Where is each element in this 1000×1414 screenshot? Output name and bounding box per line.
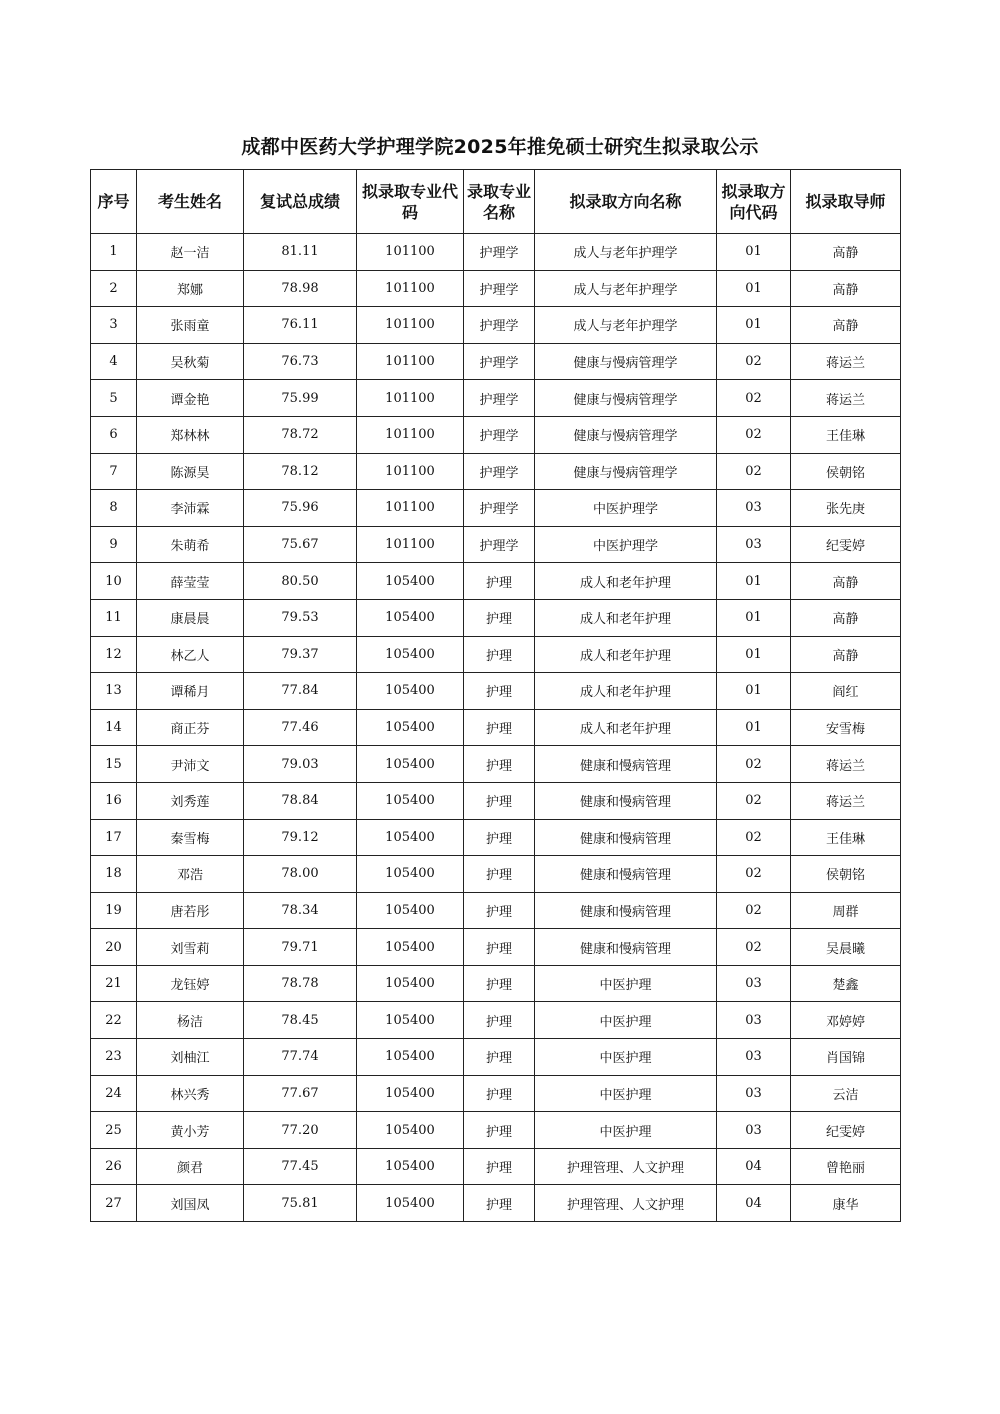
table-row <box>91 746 901 783</box>
seq-cell: 13 <box>91 673 137 710</box>
direction-name-cell: 成人与老年护理学 <box>535 234 717 271</box>
direction-code-cell: 02 <box>717 892 791 929</box>
table-row <box>91 270 901 307</box>
major-name-cell: 护理 <box>464 892 535 929</box>
direction-name-cell: 健康与慢病管理学 <box>535 416 717 453</box>
direction-code-cell: 03 <box>717 965 791 1002</box>
seq-cell: 2 <box>91 270 137 307</box>
major-name-cell: 护理 <box>464 1148 535 1185</box>
name-cell: 刘雪莉 <box>137 929 244 966</box>
score-cell: 79.53 <box>244 599 357 636</box>
direction-name-cell: 健康和慢病管理 <box>535 856 717 893</box>
direction-code-cell: 03 <box>717 1002 791 1039</box>
table-row <box>91 709 901 746</box>
direction-code-cell: 03 <box>717 1112 791 1149</box>
name-cell: 唐若彤 <box>137 892 244 929</box>
direction-code-cell: 04 <box>717 1185 791 1222</box>
major-code-cell: 105400 <box>357 1185 464 1222</box>
direction-code-cell: 02 <box>717 856 791 893</box>
advisor-cell: 侯朝铭 <box>791 856 901 893</box>
major-name-cell: 护理 <box>464 709 535 746</box>
direction-code-cell: 02 <box>717 416 791 453</box>
score-cell: 77.20 <box>244 1112 357 1149</box>
major-code-cell: 101100 <box>357 343 464 380</box>
major-name-cell: 护理 <box>464 1039 535 1076</box>
score-cell: 79.12 <box>244 819 357 856</box>
major-code-cell: 101100 <box>357 234 464 271</box>
major-code-cell: 101100 <box>357 416 464 453</box>
name-cell: 赵一洁 <box>137 234 244 271</box>
table-row <box>91 782 901 819</box>
column-header-seq: 序号 <box>91 170 137 234</box>
advisor-cell: 高静 <box>791 636 901 673</box>
score-cell: 77.45 <box>244 1148 357 1185</box>
name-cell: 张雨童 <box>137 307 244 344</box>
major-name-cell: 护理 <box>464 673 535 710</box>
score-cell: 75.96 <box>244 490 357 527</box>
direction-code-cell: 03 <box>717 526 791 563</box>
seq-cell: 7 <box>91 453 137 490</box>
table-row <box>91 819 901 856</box>
major-code-cell: 105400 <box>357 746 464 783</box>
major-name-cell: 护理 <box>464 819 535 856</box>
seq-cell: 9 <box>91 526 137 563</box>
major-code-cell: 105400 <box>357 599 464 636</box>
direction-code-cell: 03 <box>717 490 791 527</box>
score-cell: 77.46 <box>244 709 357 746</box>
direction-name-cell: 健康与慢病管理学 <box>535 343 717 380</box>
major-name-cell: 护理 <box>464 965 535 1002</box>
direction-name-cell: 中医护理学 <box>535 490 717 527</box>
direction-name-cell: 护理管理、人文护理 <box>535 1185 717 1222</box>
major-code-cell: 105400 <box>357 929 464 966</box>
name-cell: 康晨晨 <box>137 599 244 636</box>
major-code-cell: 105400 <box>357 1112 464 1149</box>
advisor-cell: 高静 <box>791 234 901 271</box>
name-cell: 杨洁 <box>137 1002 244 1039</box>
seq-cell: 10 <box>91 563 137 600</box>
advisor-cell: 纪雯婷 <box>791 526 901 563</box>
direction-code-cell: 01 <box>717 709 791 746</box>
name-cell: 刘柚江 <box>137 1039 244 1076</box>
seq-cell: 17 <box>91 819 137 856</box>
table-header <box>91 170 901 234</box>
direction-code-cell: 02 <box>717 380 791 417</box>
table-row <box>91 892 901 929</box>
table-row <box>91 1075 901 1112</box>
table-row <box>91 490 901 527</box>
advisor-cell: 康华 <box>791 1185 901 1222</box>
major-name-cell: 护理学 <box>464 343 535 380</box>
seq-cell: 3 <box>91 307 137 344</box>
page-title: 成都中医药大学护理学院2025年推免硕士研究生拟录取公示 <box>241 136 759 158</box>
major-code-cell: 105400 <box>357 892 464 929</box>
direction-name-cell: 成人和老年护理 <box>535 563 717 600</box>
advisor-cell: 蒋运兰 <box>791 782 901 819</box>
direction-code-cell: 01 <box>717 673 791 710</box>
direction-code-cell: 03 <box>717 1039 791 1076</box>
name-cell: 黄小芳 <box>137 1112 244 1149</box>
column-header-major-code: 拟录取专业代码 <box>357 170 464 234</box>
direction-name-cell: 健康和慢病管理 <box>535 929 717 966</box>
major-name-cell: 护理 <box>464 782 535 819</box>
name-cell: 郑林林 <box>137 416 244 453</box>
table-row <box>91 1039 901 1076</box>
name-cell: 商正芬 <box>137 709 244 746</box>
direction-name-cell: 中医护理学 <box>535 526 717 563</box>
major-code-cell: 105400 <box>357 1075 464 1112</box>
direction-code-cell: 02 <box>717 929 791 966</box>
direction-code-cell: 02 <box>717 819 791 856</box>
score-cell: 78.00 <box>244 856 357 893</box>
score-cell: 79.71 <box>244 929 357 966</box>
direction-code-cell: 01 <box>717 599 791 636</box>
seq-cell: 23 <box>91 1039 137 1076</box>
name-cell: 郑娜 <box>137 270 244 307</box>
major-name-cell: 护理学 <box>464 416 535 453</box>
direction-code-cell: 04 <box>717 1148 791 1185</box>
major-code-cell: 105400 <box>357 709 464 746</box>
score-cell: 77.67 <box>244 1075 357 1112</box>
major-code-cell: 105400 <box>357 782 464 819</box>
direction-name-cell: 中医护理 <box>535 965 717 1002</box>
name-cell: 邓浩 <box>137 856 244 893</box>
table-row <box>91 234 901 271</box>
score-cell: 78.12 <box>244 453 357 490</box>
score-cell: 78.84 <box>244 782 357 819</box>
column-header-name: 考生姓名 <box>137 170 244 234</box>
table-row <box>91 599 901 636</box>
advisor-cell: 高静 <box>791 270 901 307</box>
score-cell: 79.37 <box>244 636 357 673</box>
seq-cell: 4 <box>91 343 137 380</box>
major-code-cell: 105400 <box>357 856 464 893</box>
direction-name-cell: 健康和慢病管理 <box>535 746 717 783</box>
table-row <box>91 526 901 563</box>
direction-name-cell: 成人和老年护理 <box>535 599 717 636</box>
table-row <box>91 343 901 380</box>
score-cell: 76.11 <box>244 307 357 344</box>
advisor-cell: 阎红 <box>791 673 901 710</box>
direction-code-cell: 01 <box>717 234 791 271</box>
direction-name-cell: 中医护理 <box>535 1112 717 1149</box>
direction-name-cell: 成人和老年护理 <box>535 636 717 673</box>
column-header-direction-name: 拟录取方向名称 <box>535 170 717 234</box>
name-cell: 李沛霖 <box>137 490 244 527</box>
seq-cell: 18 <box>91 856 137 893</box>
table-row <box>91 380 901 417</box>
name-cell: 薛莹莹 <box>137 563 244 600</box>
advisor-cell: 王佳琳 <box>791 416 901 453</box>
major-code-cell: 105400 <box>357 1148 464 1185</box>
table-row <box>91 416 901 453</box>
seq-cell: 6 <box>91 416 137 453</box>
major-name-cell: 护理学 <box>464 307 535 344</box>
name-cell: 谭金艳 <box>137 380 244 417</box>
name-cell: 陈源昊 <box>137 453 244 490</box>
direction-name-cell: 中医护理 <box>535 1039 717 1076</box>
table-row <box>91 1002 901 1039</box>
major-code-cell: 105400 <box>357 1002 464 1039</box>
name-cell: 刘国凤 <box>137 1185 244 1222</box>
advisor-cell: 侯朝铭 <box>791 453 901 490</box>
major-name-cell: 护理 <box>464 929 535 966</box>
advisor-cell: 高静 <box>791 599 901 636</box>
score-cell: 78.45 <box>244 1002 357 1039</box>
direction-code-cell: 01 <box>717 307 791 344</box>
advisor-cell: 高静 <box>791 307 901 344</box>
major-name-cell: 护理学 <box>464 380 535 417</box>
table-row <box>91 1185 901 1222</box>
advisor-cell: 蒋运兰 <box>791 746 901 783</box>
seq-cell: 16 <box>91 782 137 819</box>
table-row <box>91 307 901 344</box>
seq-cell: 25 <box>91 1112 137 1149</box>
major-code-cell: 105400 <box>357 673 464 710</box>
table-row <box>91 636 901 673</box>
name-cell: 朱萌希 <box>137 526 244 563</box>
seq-cell: 8 <box>91 490 137 527</box>
seq-cell: 27 <box>91 1185 137 1222</box>
admission-table <box>90 169 901 1222</box>
major-code-cell: 105400 <box>357 636 464 673</box>
seq-cell: 22 <box>91 1002 137 1039</box>
advisor-cell: 安雪梅 <box>791 709 901 746</box>
seq-cell: 15 <box>91 746 137 783</box>
table-row <box>91 1112 901 1149</box>
major-name-cell: 护理学 <box>464 453 535 490</box>
name-cell: 林乙人 <box>137 636 244 673</box>
table-row <box>91 929 901 966</box>
advisor-cell: 张先庚 <box>791 490 901 527</box>
advisor-cell: 吴晨曦 <box>791 929 901 966</box>
name-cell: 秦雪梅 <box>137 819 244 856</box>
seq-cell: 5 <box>91 380 137 417</box>
name-cell: 尹沛文 <box>137 746 244 783</box>
seq-cell: 1 <box>91 234 137 271</box>
direction-code-cell: 01 <box>717 563 791 600</box>
major-name-cell: 护理 <box>464 636 535 673</box>
major-name-cell: 护理学 <box>464 270 535 307</box>
score-cell: 75.99 <box>244 380 357 417</box>
score-cell: 76.73 <box>244 343 357 380</box>
score-cell: 78.72 <box>244 416 357 453</box>
name-cell: 龙钰婷 <box>137 965 244 1002</box>
major-name-cell: 护理学 <box>464 526 535 563</box>
direction-name-cell: 护理管理、人文护理 <box>535 1148 717 1185</box>
direction-name-cell: 健康和慢病管理 <box>535 892 717 929</box>
advisor-cell: 肖国锦 <box>791 1039 901 1076</box>
major-code-cell: 101100 <box>357 526 464 563</box>
major-name-cell: 护理 <box>464 1075 535 1112</box>
name-cell: 林兴秀 <box>137 1075 244 1112</box>
advisor-cell: 周群 <box>791 892 901 929</box>
advisor-cell: 楚鑫 <box>791 965 901 1002</box>
score-cell: 81.11 <box>244 234 357 271</box>
major-name-cell: 护理 <box>464 1002 535 1039</box>
major-code-cell: 101100 <box>357 453 464 490</box>
major-code-cell: 101100 <box>357 380 464 417</box>
seq-cell: 19 <box>91 892 137 929</box>
major-name-cell: 护理 <box>464 599 535 636</box>
major-name-cell: 护理 <box>464 1112 535 1149</box>
seq-cell: 21 <box>91 965 137 1002</box>
header-row <box>91 170 901 234</box>
score-cell: 79.03 <box>244 746 357 783</box>
major-name-cell: 护理 <box>464 1185 535 1222</box>
seq-cell: 24 <box>91 1075 137 1112</box>
major-name-cell: 护理 <box>464 563 535 600</box>
score-cell: 78.98 <box>244 270 357 307</box>
table-row <box>91 856 901 893</box>
advisor-cell: 邓婷婷 <box>791 1002 901 1039</box>
direction-name-cell: 成人与老年护理学 <box>535 270 717 307</box>
major-code-cell: 101100 <box>357 270 464 307</box>
name-cell: 谭稀月 <box>137 673 244 710</box>
major-name-cell: 护理学 <box>464 234 535 271</box>
score-cell: 78.34 <box>244 892 357 929</box>
table-row <box>91 453 901 490</box>
direction-name-cell: 健康和慢病管理 <box>535 819 717 856</box>
direction-code-cell: 02 <box>717 343 791 380</box>
advisor-cell: 高静 <box>791 563 901 600</box>
major-code-cell: 101100 <box>357 490 464 527</box>
major-name-cell: 护理 <box>464 856 535 893</box>
score-cell: 78.78 <box>244 965 357 1002</box>
table-row <box>91 1148 901 1185</box>
name-cell: 刘秀莲 <box>137 782 244 819</box>
advisor-cell: 曾艳丽 <box>791 1148 901 1185</box>
direction-code-cell: 02 <box>717 746 791 783</box>
advisor-cell: 云洁 <box>791 1075 901 1112</box>
direction-name-cell: 健康与慢病管理学 <box>535 380 717 417</box>
name-cell: 颜君 <box>137 1148 244 1185</box>
score-cell: 77.74 <box>244 1039 357 1076</box>
major-name-cell: 护理 <box>464 746 535 783</box>
score-cell: 75.81 <box>244 1185 357 1222</box>
direction-name-cell: 健康与慢病管理学 <box>535 453 717 490</box>
direction-name-cell: 中医护理 <box>535 1002 717 1039</box>
seq-cell: 26 <box>91 1148 137 1185</box>
direction-code-cell: 01 <box>717 270 791 307</box>
score-cell: 77.84 <box>244 673 357 710</box>
direction-code-cell: 02 <box>717 782 791 819</box>
direction-name-cell: 成人与老年护理学 <box>535 307 717 344</box>
major-name-cell: 护理学 <box>464 490 535 527</box>
seq-cell: 11 <box>91 599 137 636</box>
major-code-cell: 101100 <box>357 307 464 344</box>
advisor-cell: 王佳琳 <box>791 819 901 856</box>
seq-cell: 12 <box>91 636 137 673</box>
score-cell: 80.50 <box>244 563 357 600</box>
advisor-cell: 蒋运兰 <box>791 343 901 380</box>
seq-cell: 20 <box>91 929 137 966</box>
seq-cell: 14 <box>91 709 137 746</box>
name-cell: 吴秋菊 <box>137 343 244 380</box>
major-code-cell: 105400 <box>357 563 464 600</box>
score-cell: 75.67 <box>244 526 357 563</box>
advisor-cell: 纪雯婷 <box>791 1112 901 1149</box>
direction-name-cell: 健康和慢病管理 <box>535 782 717 819</box>
advisor-cell: 蒋运兰 <box>791 380 901 417</box>
column-header-direction-code: 拟录取方向代码 <box>717 170 791 234</box>
table-row <box>91 563 901 600</box>
direction-name-cell: 成人和老年护理 <box>535 709 717 746</box>
major-code-cell: 105400 <box>357 1039 464 1076</box>
direction-name-cell: 中医护理 <box>535 1075 717 1112</box>
column-header-advisor: 拟录取导师 <box>791 170 901 234</box>
major-code-cell: 105400 <box>357 819 464 856</box>
direction-code-cell: 01 <box>717 636 791 673</box>
major-code-cell: 105400 <box>357 965 464 1002</box>
direction-code-cell: 02 <box>717 453 791 490</box>
direction-name-cell: 成人和老年护理 <box>535 673 717 710</box>
direction-code-cell: 03 <box>717 1075 791 1112</box>
table-row <box>91 673 901 710</box>
column-header-score: 复试总成绩 <box>244 170 357 234</box>
table-body <box>91 234 901 1222</box>
table-row <box>91 965 901 1002</box>
column-header-major-name: 录取专业名称 <box>464 170 535 234</box>
